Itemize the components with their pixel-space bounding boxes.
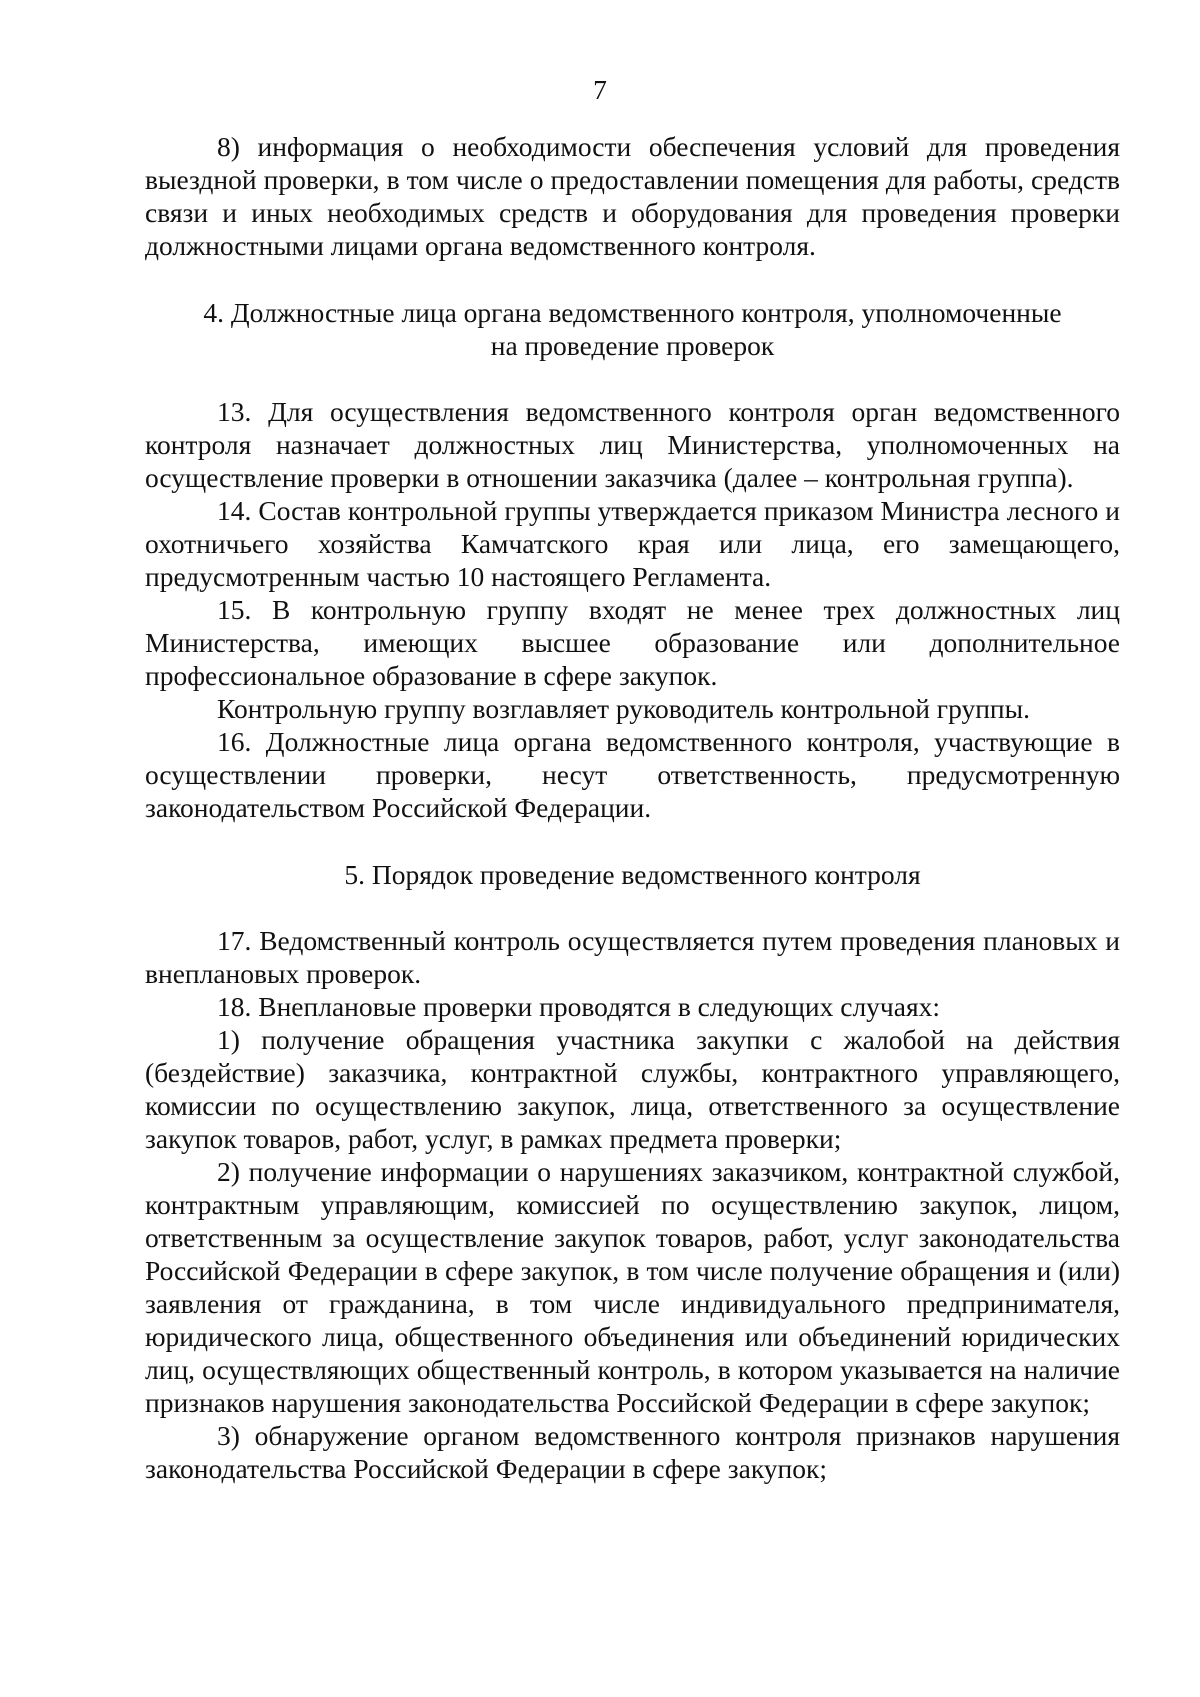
paragraph-16: 16. Должностные лица органа ведомственного контроля, участвующие в осуществлении проверки, несут ответственность, предусмотренную законодательством Российской Федерации.: [145, 726, 1120, 823]
section-4-heading: [145, 296, 1120, 362]
section-4-title-line-2: на проведение проверок: [490, 330, 775, 361]
paragraph-14: 14. Состав контрольной группы утверждается приказом Министра лесного и охотничьего хозяйства Камчатского края или лица, его замещающего, предусмотренным частью 10 настоящего Регламента.: [145, 495, 1120, 592]
paragraph-18-item-2: 2) получение информации о нарушениях заказчиком, контрактной службой, контрактным управляющим, комиссией по осуществлению закупок, лицом, ответственным за осуществление закупок товаров, работ, услуг законодательства Российской Федерации в сфере закупок, в том числе получение обращения и (или) заявления от гражданина, в том числе индивидуального предпринимателя, юридического лица, общественного объединения или объединений юридических лиц, осуществляющих общественный контроль, в котором указывается на наличие признаков нарушения законодательства Российской Федерации в сфере закупок;: [145, 1156, 1120, 1418]
page-number: 7: [593, 74, 607, 105]
paragraph-18-item-1: 1) получение обращения участника закупки с жалобой на действия (бездействие) заказчика, контрактной службы, контрактного управляющего, комиссии по осуществлению закупок, лица, ответственного за осуществление закупок товаров, работ, услуг, в рамках предмета проверки;: [145, 1024, 1120, 1154]
paragraph-15: 15. В контрольную группу входят не менее трех должностных лиц Министерства, имеющих высшее образование или дополнительное профессиональное образование в сфере закупок.: [145, 594, 1120, 691]
section-4-title-line-1: 4. Должностные лица органа ведомственного контроля, уполномоченные: [203, 297, 1062, 328]
section-5-heading: [145, 858, 1120, 891]
paragraph-15-leader: Контрольную группу возглавляет руководитель контрольной группы.: [217, 693, 1030, 724]
document-body: [145, 130, 1120, 1485]
section-5-title: 5. Порядок проведение ведомственного контроля: [344, 859, 921, 890]
paragraph-13: 13. Для осуществления ведомственного контроля орган ведомственного контроля назначает должностных лиц Министерства, уполномоченных на осуществление проверки в отношении заказчика (далее – контрольная группа).: [145, 396, 1120, 493]
paragraph-18-item-3: 3) обнаружение органом ведомственного контроля признаков нарушения законодательства Российской Федерации в сфере закупок;: [145, 1420, 1120, 1484]
paragraph-18: 18. Внеплановые проверки проводятся в следующих случаях:: [217, 991, 941, 1022]
paragraph-17: 17. Ведомственный контроль осуществляется путем проведения плановых и внеплановых проверок.: [145, 925, 1120, 989]
paragraph-8: 8) информация о необходимости обеспечения условий для проведения выездной проверки, в том числе о предоставлении помещения для работы, средств связи и иных необходимых средств и оборудования для проведения проверки должностными лицами органа ведомственного контроля.: [145, 131, 1120, 261]
